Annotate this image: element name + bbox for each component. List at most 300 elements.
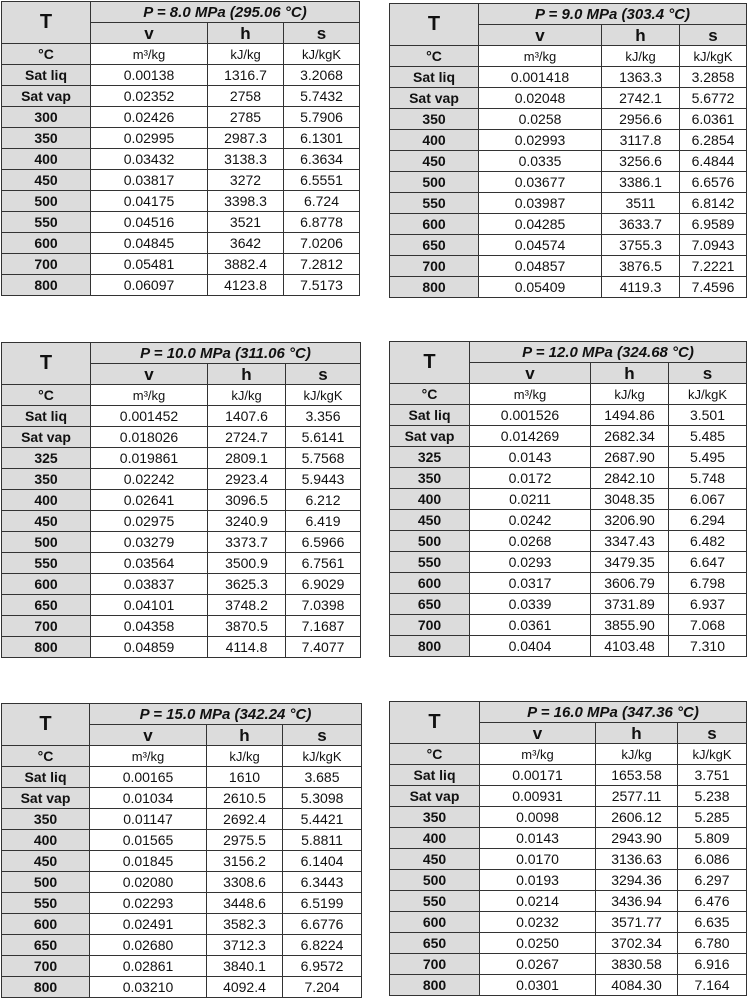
enthalpy-cell: 3256.6 [602,151,680,172]
t-unit: °C [2,44,91,65]
enthalpy-cell: 3448.6 [207,893,283,914]
entropy-cell: 5.485 [669,426,747,447]
table-row [390,405,747,426]
enthalpy-cell: 3625.3 [208,574,286,595]
enthalpy-cell: 3830.58 [596,954,678,975]
table-row [390,975,747,996]
steam-table-10mpa [1,342,361,658]
temperature-cell: 600 [2,914,90,935]
table-row [2,788,362,809]
table-row [390,426,747,447]
enthalpy-cell: 1610 [207,767,283,788]
specific-volume-cell: 0.04845 [91,233,208,254]
enthalpy-cell: 1494.86 [591,405,669,426]
t-unit: °C [390,46,479,67]
specific-volume-cell: 0.0361 [470,615,591,636]
temperature-cell: 600 [390,214,479,235]
entropy-cell: 6.9029 [286,574,361,595]
s-header: s [669,363,747,384]
specific-volume-cell: 0.04175 [91,191,208,212]
table-row [390,447,747,468]
specific-volume-cell: 0.04857 [479,256,602,277]
entropy-cell: 5.7568 [286,448,361,469]
table-row [2,212,360,233]
temperature-cell: 550 [390,193,479,214]
enthalpy-cell: 3272 [208,170,284,191]
table-row [2,809,362,830]
enthalpy-cell: 4092.4 [207,977,283,998]
table-row [390,594,747,615]
entropy-cell: 6.5199 [283,893,362,914]
enthalpy-cell: 3136.63 [596,849,678,870]
enthalpy-cell: 4114.8 [208,637,286,658]
specific-volume-cell: 0.0404 [470,636,591,657]
enthalpy-cell: 2785 [208,107,284,128]
table-row [390,214,747,235]
specific-volume-cell: 0.00931 [480,786,596,807]
table-row [2,275,360,296]
entropy-cell: 6.297 [678,870,747,891]
temperature-cell: 800 [390,277,479,298]
specific-volume-cell: 0.03677 [479,172,602,193]
entropy-cell: 3.501 [669,405,747,426]
entropy-cell: 6.8224 [283,935,362,956]
entropy-cell: 3.685 [283,767,362,788]
h-unit: kJ/kg [602,46,680,67]
entropy-cell: 5.6141 [286,427,361,448]
enthalpy-cell: 2577.11 [596,786,678,807]
table-row [390,828,747,849]
temperature-cell: 400 [390,130,479,151]
table-row [390,489,747,510]
enthalpy-cell: 2923.4 [208,469,286,490]
v-unit: m³/kg [91,385,208,406]
enthalpy-cell: 2758 [208,86,284,107]
temperature-cell: 350 [390,807,480,828]
temperature-cell: 350 [2,128,91,149]
temperature-cell: 800 [2,637,91,658]
specific-volume-cell: 0.02080 [90,872,207,893]
temperature-header: T [390,4,479,46]
specific-volume-cell: 0.0335 [479,151,602,172]
v-unit: m³/kg [91,44,208,65]
entropy-cell: 6.1301 [284,128,360,149]
enthalpy-cell: 2943.90 [596,828,678,849]
temperature-cell: 325 [390,447,470,468]
enthalpy-cell: 3748.2 [208,595,286,616]
temperature-cell: 600 [390,573,470,594]
specific-volume-cell: 0.01565 [90,830,207,851]
enthalpy-cell: 2724.7 [208,427,286,448]
table-row [390,891,747,912]
table-row [390,912,747,933]
specific-volume-cell: 0.00171 [480,765,596,786]
enthalpy-cell: 3606.79 [591,573,669,594]
entropy-cell: 3.2858 [680,67,747,88]
t-unit: °C [390,384,470,405]
table-row [390,510,747,531]
specific-volume-cell: 0.0339 [470,594,591,615]
steam-table-8mpa [1,1,360,296]
enthalpy-cell: 3294.36 [596,870,678,891]
s-header: s [286,364,361,385]
specific-volume-cell: 0.00165 [90,767,207,788]
h-unit: kJ/kg [208,385,286,406]
v-header: v [470,363,591,384]
entropy-cell: 5.9443 [286,469,361,490]
enthalpy-cell: 3521 [208,212,284,233]
steam-table-9mpa [389,3,747,298]
table-row [2,574,361,595]
temperature-cell: Sat vap [2,788,90,809]
entropy-cell: 6.780 [678,933,747,954]
specific-volume-cell: 0.04285 [479,214,602,235]
table-row [390,130,747,151]
specific-volume-cell: 0.02995 [91,128,208,149]
table-row [390,786,747,807]
h-header: h [602,25,680,46]
s-unit: kJ/kgK [678,744,747,765]
entropy-cell: 6.3443 [283,872,362,893]
temperature-cell: 500 [2,191,91,212]
specific-volume-cell: 0.03987 [479,193,602,214]
enthalpy-cell: 3712.3 [207,935,283,956]
specific-volume-cell: 0.018026 [91,427,208,448]
temperature-cell: 700 [390,256,479,277]
table-row [2,86,360,107]
entropy-cell: 5.748 [669,468,747,489]
temperature-cell: 350 [390,109,479,130]
entropy-cell: 6.8142 [680,193,747,214]
pressure-title: P = 10.0 MPa (311.06 °C) [91,343,361,364]
entropy-cell: 5.6772 [680,88,747,109]
specific-volume-cell: 0.00138 [91,65,208,86]
specific-volume-cell: 0.02426 [91,107,208,128]
pressure-title: P = 15.0 MPa (342.24 °C) [90,704,362,725]
enthalpy-cell: 3731.89 [591,594,669,615]
entropy-cell: 7.068 [669,615,747,636]
entropy-cell: 6.5966 [286,532,361,553]
temperature-cell: Sat vap [390,426,470,447]
temperature-cell: 550 [2,893,90,914]
h-unit: kJ/kg [207,746,283,767]
entropy-cell: 6.482 [669,531,747,552]
enthalpy-cell: 3117.8 [602,130,680,151]
specific-volume-cell: 0.03817 [91,170,208,191]
specific-volume-cell: 0.0170 [480,849,596,870]
entropy-cell: 5.285 [678,807,747,828]
temperature-cell: 700 [2,254,91,275]
specific-volume-cell: 0.019861 [91,448,208,469]
s-unit: kJ/kgK [669,384,747,405]
v-unit: m³/kg [470,384,591,405]
temperature-cell: 600 [2,574,91,595]
table-row [2,977,362,998]
entropy-cell: 7.204 [283,977,362,998]
table-row [2,149,360,170]
temperature-cell: 550 [2,212,91,233]
enthalpy-cell: 2975.5 [207,830,283,851]
entropy-cell: 6.1404 [283,851,362,872]
temperature-cell: 800 [2,275,91,296]
h-unit: kJ/kg [208,44,284,65]
specific-volume-cell: 0.02491 [90,914,207,935]
table-row [390,151,747,172]
table-row [2,254,360,275]
steam-table-12mpa [389,341,747,657]
h-header: h [596,723,678,744]
enthalpy-cell: 3840.1 [207,956,283,977]
temperature-cell: 650 [390,235,479,256]
specific-volume-cell: 0.0317 [470,573,591,594]
table-row [390,552,747,573]
specific-volume-cell: 0.0143 [480,828,596,849]
table-row [390,573,747,594]
specific-volume-cell: 0.0242 [470,510,591,531]
s-header: s [283,725,362,746]
temperature-cell: 500 [390,172,479,193]
entropy-cell: 6.6576 [680,172,747,193]
temperature-cell: Sat liq [390,67,479,88]
table-row [2,233,360,254]
entropy-cell: 6.067 [669,489,747,510]
enthalpy-cell: 3571.77 [596,912,678,933]
enthalpy-cell: 2687.90 [591,447,669,468]
entropy-cell: 5.8811 [283,830,362,851]
temperature-cell: 650 [390,933,480,954]
entropy-cell: 6.647 [669,552,747,573]
temperature-cell: 550 [390,552,470,573]
enthalpy-cell: 3855.90 [591,615,669,636]
pressure-title: P = 12.0 MPa (324.68 °C) [470,342,747,363]
temperature-cell: 700 [2,616,91,637]
entropy-cell: 6.7561 [286,553,361,574]
specific-volume-cell: 0.05481 [91,254,208,275]
entropy-cell: 7.310 [669,636,747,657]
enthalpy-cell: 3240.9 [208,511,286,532]
entropy-cell: 7.2221 [680,256,747,277]
temperature-cell: 450 [2,511,91,532]
specific-volume-cell: 0.03210 [90,977,207,998]
specific-volume-cell: 0.014269 [470,426,591,447]
s-header: s [284,23,360,44]
entropy-cell: 6.3634 [284,149,360,170]
enthalpy-cell: 1653.58 [596,765,678,786]
table-row [2,767,362,788]
table-row [390,807,747,828]
temperature-cell: 350 [2,469,91,490]
specific-volume-cell: 0.0214 [480,891,596,912]
specific-volume-cell: 0.0258 [479,109,602,130]
temperature-header: T [390,342,470,384]
specific-volume-cell: 0.0267 [480,954,596,975]
table-row [390,193,747,214]
temperature-cell: 450 [390,510,470,531]
specific-volume-cell: 0.0098 [480,807,596,828]
temperature-cell: 600 [2,233,91,254]
t-unit: °C [2,385,91,406]
table-row [2,406,361,427]
table-row [390,88,747,109]
temperature-cell: 600 [390,912,480,933]
enthalpy-cell: 3876.5 [602,256,680,277]
temperature-cell: Sat vap [390,88,479,109]
entropy-cell: 5.809 [678,828,747,849]
table-row [390,109,747,130]
s-unit: kJ/kgK [284,44,360,65]
enthalpy-cell: 3206.90 [591,510,669,531]
specific-volume-cell: 0.06097 [91,275,208,296]
table-row [2,956,362,977]
v-header: v [480,723,596,744]
enthalpy-cell: 4103.48 [591,636,669,657]
temperature-cell: Sat liq [390,765,480,786]
temperature-cell: 800 [390,975,480,996]
enthalpy-cell: 3582.3 [207,914,283,935]
specific-volume-cell: 0.0268 [470,531,591,552]
temperature-cell: 400 [2,149,91,170]
specific-volume-cell: 0.0211 [470,489,591,510]
table-row [390,468,747,489]
specific-volume-cell: 0.04358 [91,616,208,637]
temperature-cell: Sat vap [2,86,91,107]
entropy-cell: 3.751 [678,765,747,786]
enthalpy-cell: 3347.43 [591,531,669,552]
temperature-header: T [2,704,90,746]
specific-volume-cell: 0.0293 [470,552,591,573]
enthalpy-cell: 3511 [602,193,680,214]
entropy-cell: 6.8778 [284,212,360,233]
temperature-cell: 550 [390,891,480,912]
specific-volume-cell: 0.02975 [91,511,208,532]
table-row [390,615,747,636]
table-row [390,256,747,277]
s-header: s [680,25,747,46]
enthalpy-cell: 3398.3 [208,191,284,212]
temperature-cell: 550 [2,553,91,574]
temperature-cell: 500 [2,872,90,893]
temperature-cell: 650 [2,595,91,616]
table-row [2,427,361,448]
specific-volume-cell: 0.04859 [91,637,208,658]
h-header: h [208,364,286,385]
specific-volume-cell: 0.02242 [91,469,208,490]
entropy-cell: 6.798 [669,573,747,594]
table-row [2,65,360,86]
temperature-cell: 500 [390,870,480,891]
temperature-cell: 450 [390,849,480,870]
table-row [390,235,747,256]
enthalpy-cell: 1363.3 [602,67,680,88]
temperature-header: T [2,343,91,385]
table-row [390,765,747,786]
enthalpy-cell: 4119.3 [602,277,680,298]
table-row [2,595,361,616]
temperature-cell: Sat vap [390,786,480,807]
pressure-title: P = 9.0 MPa (303.4 °C) [479,4,747,25]
table-row [2,191,360,212]
h-unit: kJ/kg [596,744,678,765]
table-row [2,469,361,490]
entropy-cell: 3.356 [286,406,361,427]
entropy-cell: 5.7906 [284,107,360,128]
table-row [2,553,361,574]
h-header: h [591,363,669,384]
specific-volume-cell: 0.02680 [90,935,207,956]
specific-volume-cell: 0.03432 [91,149,208,170]
enthalpy-cell: 3500.9 [208,553,286,574]
specific-volume-cell: 0.001526 [470,405,591,426]
entropy-cell: 6.9589 [680,214,747,235]
pressure-title: P = 8.0 MPa (295.06 °C) [91,2,360,23]
table-row [390,933,747,954]
enthalpy-cell: 1316.7 [208,65,284,86]
v-header: v [91,364,208,385]
table-row [390,849,747,870]
table-row [390,531,747,552]
temperature-cell: 500 [2,532,91,553]
specific-volume-cell: 0.03564 [91,553,208,574]
v-header: v [479,25,602,46]
specific-volume-cell: 0.001452 [91,406,208,427]
enthalpy-cell: 2842.10 [591,468,669,489]
entropy-cell: 6.6776 [283,914,362,935]
specific-volume-cell: 0.02993 [479,130,602,151]
specific-volume-cell: 0.02641 [91,490,208,511]
temperature-cell: Sat liq [390,405,470,426]
enthalpy-cell: 3156.2 [207,851,283,872]
specific-volume-cell: 0.04101 [91,595,208,616]
entropy-cell: 6.724 [284,191,360,212]
temperature-cell: 650 [390,594,470,615]
enthalpy-cell: 3633.7 [602,214,680,235]
h-header: h [208,23,284,44]
temperature-cell: 700 [390,954,480,975]
temperature-cell: 400 [2,830,90,851]
table-row [2,893,362,914]
entropy-cell: 6.5551 [284,170,360,191]
entropy-cell: 7.5173 [284,275,360,296]
temperature-cell: 350 [2,809,90,830]
enthalpy-cell: 3870.5 [208,616,286,637]
steam-table-16mpa [389,701,747,996]
temperature-cell: 350 [390,468,470,489]
entropy-cell: 5.4421 [283,809,362,830]
temperature-cell: 450 [390,151,479,172]
temperature-cell: 400 [390,828,480,849]
t-unit: °C [390,744,480,765]
entropy-cell: 7.4077 [286,637,361,658]
temperature-cell: 400 [390,489,470,510]
entropy-cell: 6.9572 [283,956,362,977]
temperature-cell: 650 [2,935,90,956]
enthalpy-cell: 2956.6 [602,109,680,130]
entropy-cell: 7.0398 [286,595,361,616]
enthalpy-cell: 3479.35 [591,552,669,573]
entropy-cell: 3.2068 [284,65,360,86]
entropy-cell: 6.212 [286,490,361,511]
temperature-cell: 300 [2,107,91,128]
enthalpy-cell: 1407.6 [208,406,286,427]
specific-volume-cell: 0.0232 [480,912,596,933]
table-row [2,107,360,128]
entropy-cell: 5.495 [669,447,747,468]
table-row [2,872,362,893]
temperature-cell: 325 [2,448,91,469]
temperature-cell: Sat vap [2,427,91,448]
table-row [2,914,362,935]
specific-volume-cell: 0.05409 [479,277,602,298]
